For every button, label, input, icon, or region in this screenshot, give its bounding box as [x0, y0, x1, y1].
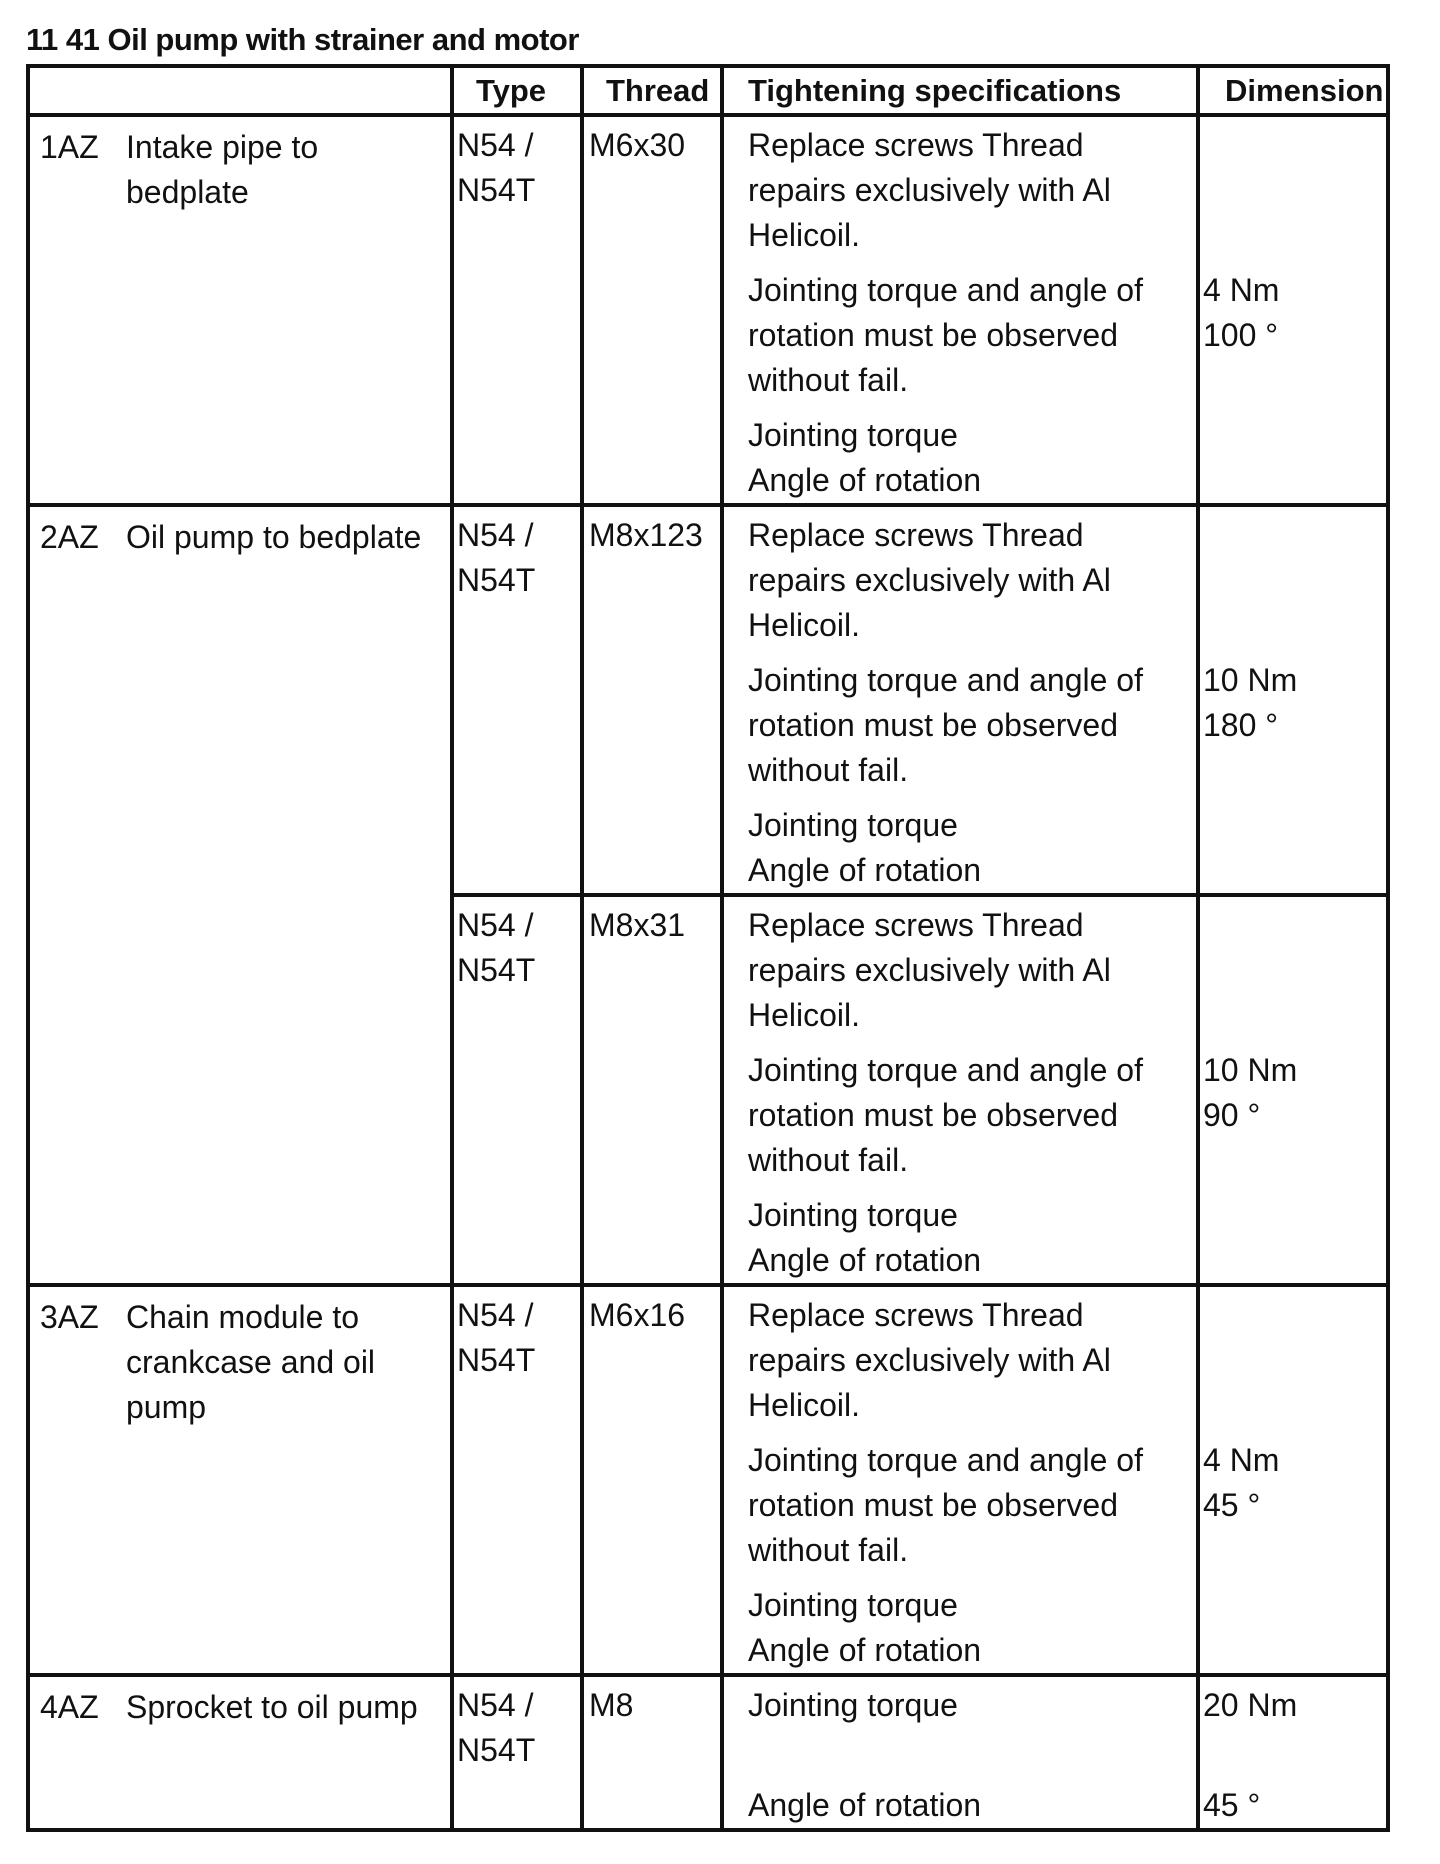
torque-value: 10 Nm: [1203, 1052, 1298, 1088]
observe-note: Jointing torque and angle of rotation must be observed without fail.: [748, 1442, 1143, 1568]
dimension-cell: [1198, 115, 1388, 505]
type-cell: N54 / N54T: [452, 1675, 582, 1830]
page-title: 11 41 Oil pump with strainer and motor: [26, 22, 579, 57]
angle-label: Angle of rotation: [748, 1787, 982, 1823]
spec-cell: [722, 895, 1198, 1285]
angle-value: 45 °: [1203, 1487, 1261, 1523]
dimension-cell: [1198, 505, 1388, 895]
position-desc: Oil pump to bedplate: [126, 519, 422, 555]
position-desc: Sprocket to oil pump: [126, 1689, 418, 1725]
torque-label: Jointing torque: [748, 1587, 958, 1623]
angle-value: 100 °: [1203, 317, 1279, 353]
thread-cell: M8x123: [582, 505, 722, 895]
position-cell: [28, 1285, 452, 1675]
angle-label: Angle of rotation: [748, 1242, 982, 1278]
table-row: [28, 115, 1388, 505]
observe-note: Jointing torque and angle of rotation must be observed without fail.: [748, 662, 1143, 788]
observe-note: Jointing torque and angle of rotation must be observed without fail.: [748, 1052, 1143, 1178]
spec-cell: [722, 115, 1198, 505]
table-row: [28, 505, 1388, 895]
dimension-cell: [1198, 1675, 1388, 1830]
replace-note: Replace screws Thread repairs exclusively with Al Helicoil.: [748, 1297, 1111, 1423]
angle-label: Angle of rotation: [748, 852, 982, 888]
type-cell: N54 / N54T: [452, 115, 582, 505]
position-desc: Chain module to crankcase and oil pump: [126, 1299, 376, 1425]
torque-label: Jointing torque: [748, 1197, 958, 1233]
spec-cell: [722, 1675, 1198, 1830]
position-cell: [28, 1675, 452, 1830]
type-cell: N54 / N54T: [452, 505, 582, 895]
type-cell: N54 / N54T: [452, 895, 582, 1285]
col-header-type: Type: [452, 66, 582, 115]
torque-value: 4 Nm: [1203, 272, 1280, 308]
torque-label: Jointing torque: [748, 417, 958, 453]
type-cell: N54 / N54T: [452, 1285, 582, 1675]
tightening-spec-table: [26, 64, 1390, 1832]
observe-note: Jointing torque and angle of rotation must be observed without fail.: [748, 272, 1143, 398]
angle-value: 90 °: [1203, 1097, 1261, 1133]
angle-label: Angle of rotation: [748, 462, 982, 498]
col-header-position: [28, 66, 452, 115]
replace-note: Replace screws Thread repairs exclusively with Al Helicoil.: [748, 907, 1111, 1033]
angle-value: 45 °: [1203, 1787, 1261, 1823]
position-cell: [28, 505, 452, 1285]
position-code: 4AZ: [40, 1689, 99, 1725]
replace-note: Replace screws Thread repairs exclusively with Al Helicoil.: [748, 517, 1111, 643]
replace-note: Replace screws Thread repairs exclusively with Al Helicoil.: [748, 127, 1111, 253]
col-header-spec: Tightening specifications: [722, 66, 1198, 115]
thread-cell: M8: [582, 1675, 722, 1830]
torque-label: Jointing torque: [748, 1687, 958, 1723]
torque-value: 10 Nm: [1203, 662, 1298, 698]
dimension-cell: [1198, 1285, 1388, 1675]
thread-cell: M8x31: [582, 895, 722, 1285]
torque-label: Jointing torque: [748, 807, 958, 843]
thread-cell: M6x30: [582, 115, 722, 505]
spec-cell: [722, 505, 1198, 895]
table-row: [28, 1675, 1388, 1830]
position-code: 1AZ: [40, 129, 99, 165]
table-row: [28, 1285, 1388, 1675]
spec-cell: [722, 1285, 1198, 1675]
col-header-dimension: Dimension: [1198, 66, 1388, 115]
position-code: 3AZ: [40, 1299, 99, 1335]
header-row: [28, 66, 1388, 115]
angle-value: 180 °: [1203, 707, 1279, 743]
torque-value: 4 Nm: [1203, 1442, 1280, 1478]
position-code: 2AZ: [40, 519, 99, 555]
col-header-thread: Thread: [582, 66, 722, 115]
dimension-cell: [1198, 895, 1388, 1285]
position-cell: [28, 115, 452, 505]
thread-cell: M6x16: [582, 1285, 722, 1675]
angle-label: Angle of rotation: [748, 1632, 982, 1668]
position-desc: Intake pipe to bedplate: [126, 129, 319, 210]
torque-value: 20 Nm: [1203, 1687, 1298, 1723]
